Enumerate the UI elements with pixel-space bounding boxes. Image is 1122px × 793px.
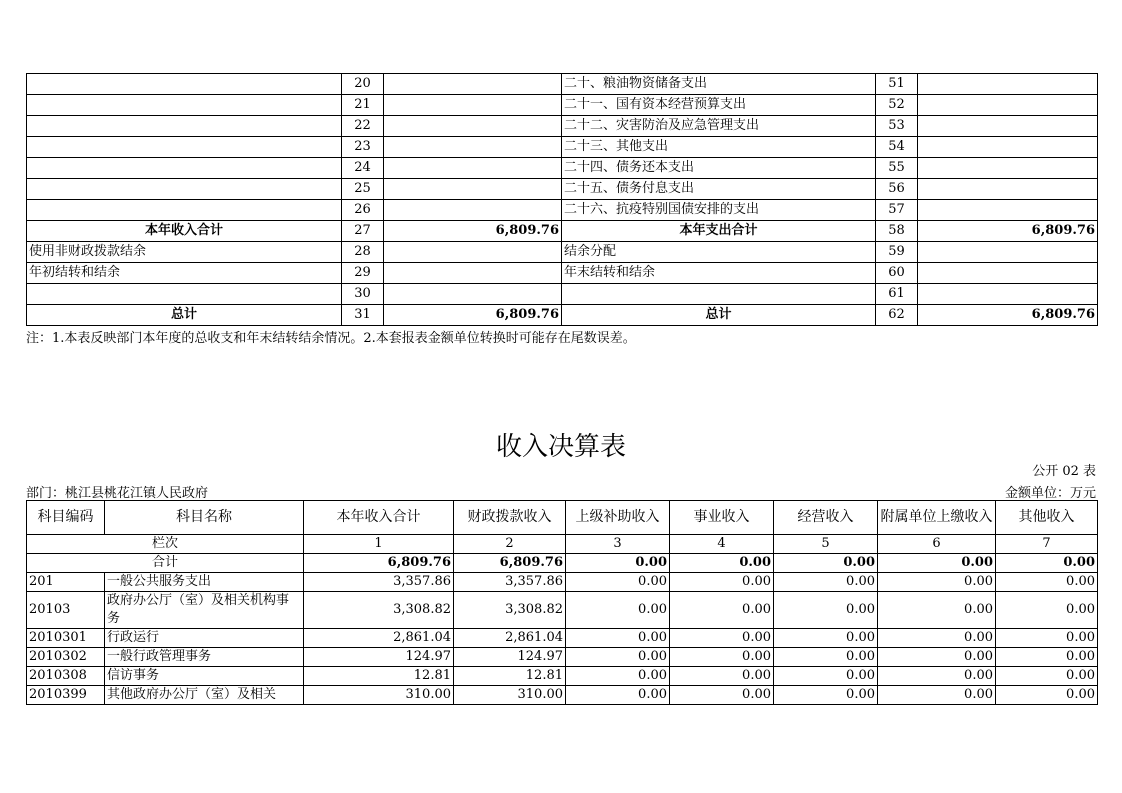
expense-amount [918, 95, 1098, 116]
amount-cell: 0.00 [878, 667, 996, 686]
header-cell: 事业收入 [670, 501, 774, 535]
row-number: 61 [876, 284, 918, 305]
header-cell: 科目编码 [27, 501, 105, 535]
expense-item-label: 总计 [562, 305, 876, 326]
income-item-label: 使用非财政拨款结余 [27, 242, 342, 263]
income-amount [384, 116, 562, 137]
table-row [27, 629, 1098, 648]
table-row [27, 242, 1098, 263]
expense-item-label: 结余分配 [562, 242, 876, 263]
expense-amount [918, 137, 1098, 158]
column-number: 3 [566, 535, 670, 554]
expense-item-label: 二十二、灾害防治及应急管理支出 [562, 116, 876, 137]
subject-name: 一般行政管理事务 [105, 648, 304, 667]
column-number: 5 [774, 535, 878, 554]
income-item-label [27, 95, 342, 116]
header-cell: 本年收入合计 [304, 501, 454, 535]
amount-cell: 310.00 [304, 686, 454, 705]
amount-cell: 0.00 [670, 592, 774, 629]
amount-cell: 0.00 [670, 629, 774, 648]
expense-amount [918, 179, 1098, 200]
income-item-label [27, 74, 342, 95]
income-amount [384, 284, 562, 305]
amount-cell: 0.00 [878, 573, 996, 592]
row-number: 29 [342, 263, 384, 284]
row-number: 28 [342, 242, 384, 263]
row-number: 53 [876, 116, 918, 137]
row-number: 24 [342, 158, 384, 179]
amount-cell: 0.00 [774, 629, 878, 648]
income-amount [384, 242, 562, 263]
table-row [27, 263, 1098, 284]
table-row [27, 305, 1098, 326]
amount-cell: 0.00 [996, 592, 1098, 629]
income-amount [384, 95, 562, 116]
income-item-label [27, 137, 342, 158]
total-value: 0.00 [878, 554, 996, 573]
amount-cell: 0.00 [774, 592, 878, 629]
expense-amount: 6,809.76 [918, 221, 1098, 242]
row-number: 62 [876, 305, 918, 326]
row-number: 57 [876, 200, 918, 221]
row-number: 30 [342, 284, 384, 305]
subject-code: 2010399 [27, 686, 105, 705]
income-amount [384, 74, 562, 95]
table-row [27, 158, 1098, 179]
table-note: 注：1.本表反映部门本年度的总收支和年末结转结余情况。2.本套报表金额单位转换时可能存在尾数误差。 [26, 331, 636, 346]
column-number: 7 [996, 535, 1098, 554]
amount-cell: 310.00 [454, 686, 566, 705]
header-cell: 其他收入 [996, 501, 1098, 535]
amount-cell: 0.00 [566, 686, 670, 705]
header-cell: 财政拨款收入 [454, 501, 566, 535]
amount-cell: 0.00 [566, 592, 670, 629]
amount-cell: 2,861.04 [454, 629, 566, 648]
subject-code: 2010302 [27, 648, 105, 667]
row-number: 31 [342, 305, 384, 326]
amount-cell: 3,308.82 [304, 592, 454, 629]
table-code: 公开 02 表 [1032, 464, 1096, 479]
amount-cell: 0.00 [566, 648, 670, 667]
expense-amount [918, 74, 1098, 95]
income-item-label: 本年收入合计 [27, 221, 342, 242]
column-label: 栏次 [27, 535, 304, 554]
amount-cell: 0.00 [878, 592, 996, 629]
total-value: 0.00 [566, 554, 670, 573]
amount-cell: 0.00 [774, 648, 878, 667]
amount-cell: 0.00 [566, 667, 670, 686]
table-row [27, 95, 1098, 116]
expense-item-label: 二十五、债务付息支出 [562, 179, 876, 200]
total-value: 0.00 [774, 554, 878, 573]
row-number: 25 [342, 179, 384, 200]
subject-name: 信访事务 [105, 667, 304, 686]
amount-cell: 0.00 [996, 629, 1098, 648]
row-number: 55 [876, 158, 918, 179]
amount-cell: 0.00 [878, 648, 996, 667]
row-number: 60 [876, 263, 918, 284]
subject-name: 一般公共服务支出 [105, 573, 304, 592]
header-cell: 上级补助收入 [566, 501, 670, 535]
row-number: 23 [342, 137, 384, 158]
income-table [26, 500, 1098, 705]
row-number: 51 [876, 74, 918, 95]
income-item-label: 总计 [27, 305, 342, 326]
table-row [27, 200, 1098, 221]
table-row [27, 667, 1098, 686]
subject-name: 其他政府办公厅（室）及相关 [105, 686, 304, 705]
amount-cell: 0.00 [670, 648, 774, 667]
row-number: 26 [342, 200, 384, 221]
expense-item-label: 年末结转和结余 [562, 263, 876, 284]
income-amount [384, 263, 562, 284]
amount-cell: 3,308.82 [454, 592, 566, 629]
income-item-label [27, 284, 342, 305]
amount-unit-label: 金额单位：万元 [1004, 486, 1096, 501]
amount-cell: 2,861.04 [304, 629, 454, 648]
expense-amount: 6,809.76 [918, 305, 1098, 326]
amount-cell: 0.00 [996, 573, 1098, 592]
table-row [27, 221, 1098, 242]
amount-cell: 0.00 [670, 573, 774, 592]
table-row [27, 74, 1098, 95]
table-row [27, 179, 1098, 200]
income-item-label [27, 179, 342, 200]
row-number: 56 [876, 179, 918, 200]
expense-amount [918, 284, 1098, 305]
table-row [27, 648, 1098, 667]
total-value: 6,809.76 [304, 554, 454, 573]
column-number: 1 [304, 535, 454, 554]
amount-cell: 12.81 [304, 667, 454, 686]
department-label: 部门：桃江县桃花江镇人民政府 [26, 486, 209, 501]
amount-cell: 0.00 [566, 573, 670, 592]
expenditure-summary-table [26, 73, 1098, 326]
column-number: 4 [670, 535, 774, 554]
income-amount [384, 158, 562, 179]
expense-item-label: 二十三、其他支出 [562, 137, 876, 158]
amount-cell: 0.00 [774, 686, 878, 705]
subject-code: 2010301 [27, 629, 105, 648]
expense-amount [918, 263, 1098, 284]
income-item-label: 年初结转和结余 [27, 263, 342, 284]
income-amount: 6,809.76 [384, 305, 562, 326]
row-number: 20 [342, 74, 384, 95]
amount-cell: 3,357.86 [304, 573, 454, 592]
amount-cell: 3,357.86 [454, 573, 566, 592]
table-row [27, 592, 1098, 629]
subject-code: 2010308 [27, 667, 105, 686]
amount-cell: 0.00 [996, 686, 1098, 705]
amount-cell: 0.00 [878, 629, 996, 648]
page-title: 收入决算表 [495, 432, 626, 462]
row-number: 22 [342, 116, 384, 137]
income-amount [384, 137, 562, 158]
subject-name: 行政运行 [105, 629, 304, 648]
expense-item-label: 二十、粮油物资储备支出 [562, 74, 876, 95]
header-cell: 经营收入 [774, 501, 878, 535]
income-item-label [27, 158, 342, 179]
row-number: 59 [876, 242, 918, 263]
total-label: 合计 [27, 554, 304, 573]
expense-item-label [562, 284, 876, 305]
expense-amount [918, 200, 1098, 221]
amount-cell: 0.00 [774, 573, 878, 592]
table-row [27, 573, 1098, 592]
income-amount: 6,809.76 [384, 221, 562, 242]
header-cell: 附属单位上缴收入 [878, 501, 996, 535]
table-row [27, 116, 1098, 137]
table-row [27, 137, 1098, 158]
amount-cell: 0.00 [774, 667, 878, 686]
row-number: 54 [876, 137, 918, 158]
subject-name: 政府办公厅（室）及相关机构事务 [105, 592, 304, 629]
amount-cell: 0.00 [670, 667, 774, 686]
column-number: 6 [878, 535, 996, 554]
expense-amount [918, 242, 1098, 263]
amount-cell: 0.00 [996, 667, 1098, 686]
expense-amount [918, 116, 1098, 137]
income-amount [384, 179, 562, 200]
amount-cell: 0.00 [878, 686, 996, 705]
column-number-row [27, 535, 1098, 554]
column-number: 2 [454, 535, 566, 554]
row-number: 27 [342, 221, 384, 242]
total-value: 0.00 [996, 554, 1098, 573]
total-row [27, 554, 1098, 573]
row-number: 52 [876, 95, 918, 116]
expense-item-label: 二十四、债务还本支出 [562, 158, 876, 179]
expense-item-label: 二十一、国有资本经营预算支出 [562, 95, 876, 116]
expense-item-label: 本年支出合计 [562, 221, 876, 242]
header-cell: 科目名称 [105, 501, 304, 535]
subject-code: 20103 [27, 592, 105, 629]
income-item-label [27, 116, 342, 137]
table-row [27, 686, 1098, 705]
table-row [27, 284, 1098, 305]
amount-cell: 124.97 [304, 648, 454, 667]
amount-cell: 0.00 [566, 629, 670, 648]
amount-cell: 0.00 [996, 648, 1098, 667]
amount-cell: 124.97 [454, 648, 566, 667]
income-item-label [27, 200, 342, 221]
expense-item-label: 二十六、抗疫特别国债安排的支出 [562, 200, 876, 221]
row-number: 21 [342, 95, 384, 116]
subject-code: 201 [27, 573, 105, 592]
amount-cell: 0.00 [670, 686, 774, 705]
row-number: 58 [876, 221, 918, 242]
amount-cell: 12.81 [454, 667, 566, 686]
total-value: 0.00 [670, 554, 774, 573]
expense-amount [918, 158, 1098, 179]
total-value: 6,809.76 [454, 554, 566, 573]
income-amount [384, 200, 562, 221]
header-row [27, 501, 1098, 535]
